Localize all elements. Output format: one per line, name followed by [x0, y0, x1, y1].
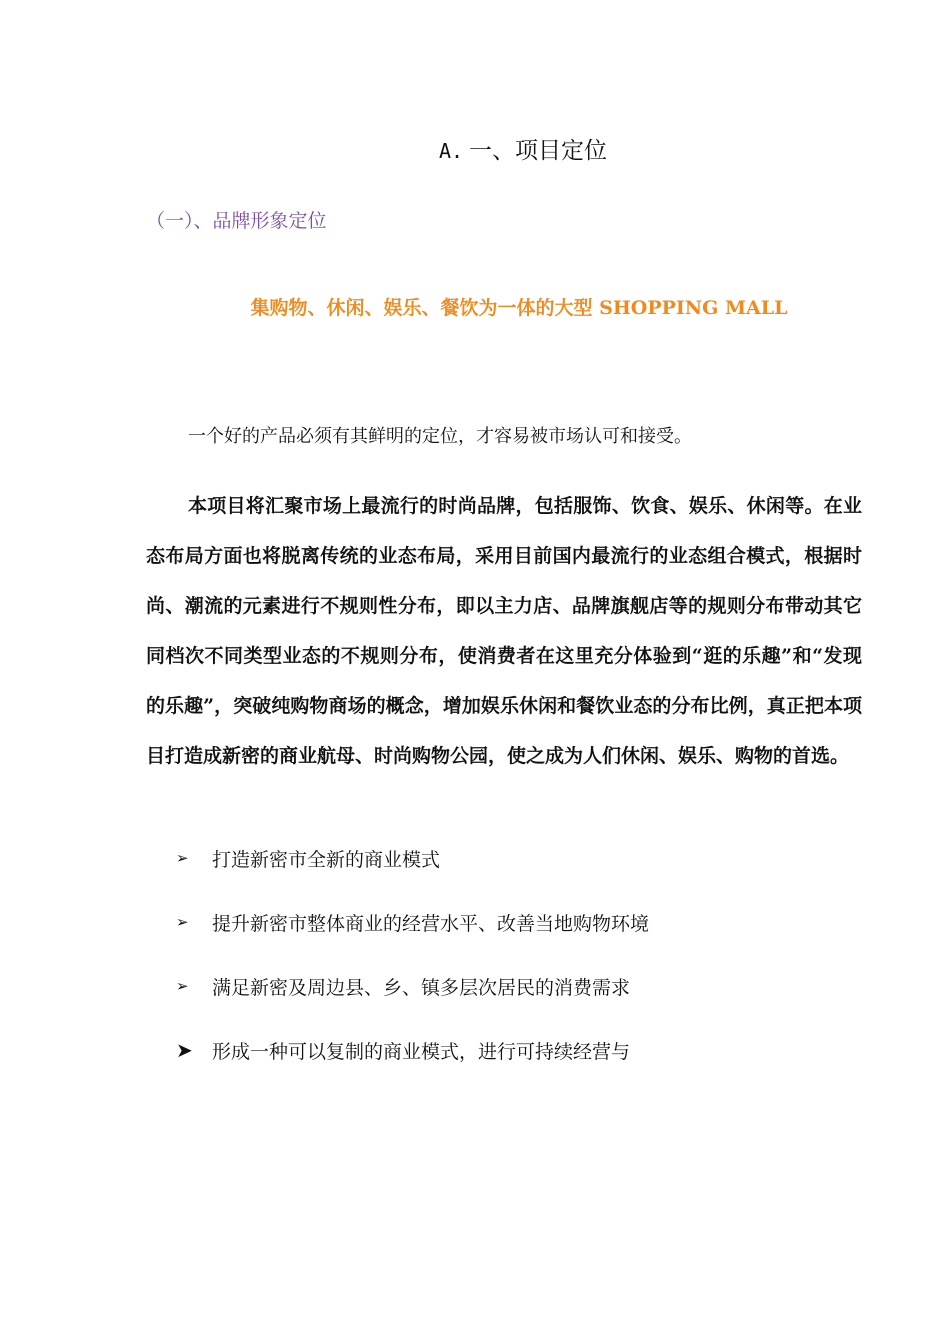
- list-item-text: 提升新密市整体商业的经营水平、改善当地购物环境: [212, 912, 650, 935]
- slogan: 集购物、休闲、娱乐、餐饮为一体的大型 SHOPPING MALL: [250, 297, 788, 319]
- page-title: [0, 134, 950, 168]
- arrow-bullet-icon: ➢: [176, 913, 189, 931]
- title-prefix: A.: [438, 139, 464, 163]
- title-text: 一、项目定位: [469, 138, 608, 164]
- list-item: [176, 954, 649, 1018]
- arrow-bullet-icon: ➢: [176, 977, 189, 995]
- list-item-text: 形成一种可以复制的商业模式，进行可持续经营与: [212, 1040, 631, 1063]
- arrow-bullet-icon: ➤: [176, 1038, 193, 1062]
- section-heading: （一）、品牌形象定位: [146, 210, 327, 232]
- list-item-text: 打造新密市全新的商业模式: [212, 848, 441, 871]
- intro-paragraph: 一个好的产品必须有其鲜明的定位，才容易被市场认可和接受。: [188, 426, 692, 447]
- bullet-list: [176, 826, 649, 1082]
- list-item-text: 满足新密及周边县、乡、镇多层次居民的消费需求: [212, 976, 631, 999]
- list-item: [176, 890, 649, 954]
- arrow-bullet-icon: ➢: [176, 849, 189, 867]
- body-paragraph: 本项目将汇聚市场上最流行的时尚品牌，包括服饰、饮食、娱乐、休闲等。在业态布局方面也将脱离传统的业态布局，采用目前国内最流行的业态组合模式，根据时尚、潮流的元素进行不规则性分布，即以主力店、品牌旗舰店等的规则分布带动其它同档次不同类型业态的不规则分布，使消费者在这里充分体验到“逛的乐趣”和“发现的乐趣”，突破纯购物商场的概念，增加娱乐休闲和餐饮业态的分布比例，真正把本项目打造成新密的商业航母、时尚购物公园，使之成为人们休闲、娱乐、购物的首选。: [146, 495, 862, 767]
- list-item: [176, 826, 649, 890]
- list-item: [176, 1018, 649, 1082]
